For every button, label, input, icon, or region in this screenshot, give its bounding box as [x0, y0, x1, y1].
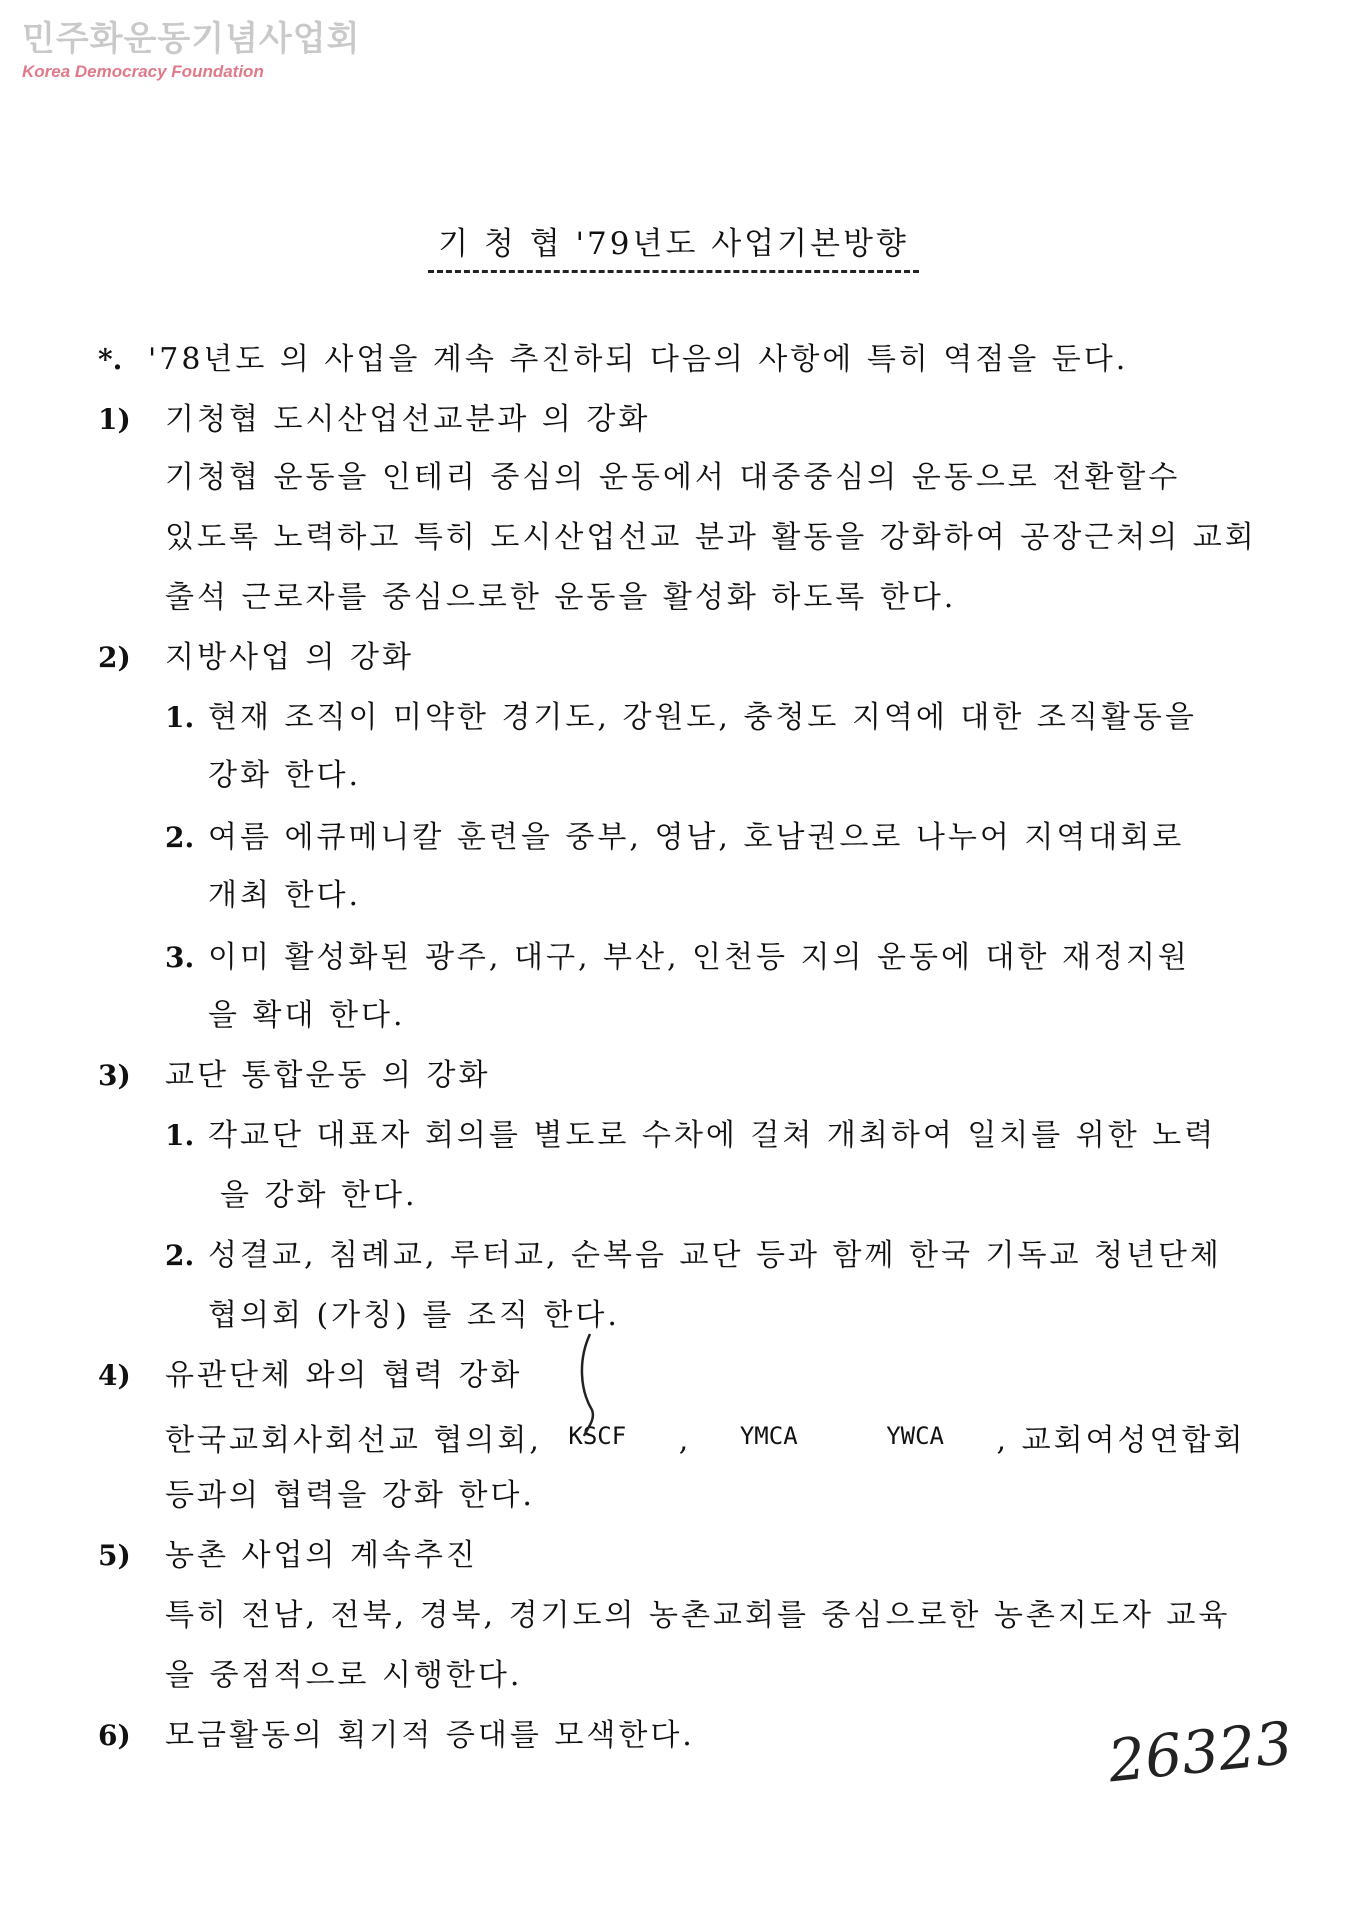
- section-4-body-line: 등과의 협력을 강화 한다.: [165, 1478, 535, 1513]
- section-3-heading: 교단 통합운동 의 강화: [165, 1058, 491, 1093]
- section-1-body-line: 있도록 노력하고 특히 도시산업선교 분과 활동을 강화하여 공장근처의 교회: [165, 520, 1257, 555]
- section-2-item-line: 개최 한다.: [208, 878, 361, 913]
- section-3-item-line: 성결교, 침례교, 루터교, 순복음 교단 등과 함께 한국 기독교 청년단체: [208, 1238, 1222, 1273]
- pen-stroke-mark: [572, 1330, 602, 1440]
- section-2-item-line: 을 확대 한다.: [208, 998, 406, 1033]
- section-5-heading: 농촌 사업의 계속추진: [165, 1538, 478, 1573]
- section-2-item-number: 1.: [165, 701, 195, 734]
- section-2-item-number: 2.: [165, 821, 195, 854]
- section-2-item-number: 3.: [165, 941, 195, 974]
- section-6-number: 6): [98, 1719, 131, 1752]
- section-5-number: 5): [98, 1539, 131, 1572]
- section-1-body-line: 출석 근로자를 중심으로한 운동을 활성화 하도록 한다.: [165, 580, 957, 615]
- org-kscf: KSCF: [568, 1422, 627, 1450]
- intro-text: '78년도 의 사업을 계속 추진하되 다음의 사항에 특히 역점을 둔다.: [148, 342, 1129, 377]
- section-2-item-line: 강화 한다.: [208, 758, 361, 793]
- section-1-heading: 기청협 도시산업선교분과 의 강화: [165, 402, 651, 437]
- section-2-number: 2): [98, 641, 131, 674]
- section-4-heading: 유관단체 와의 협력 강화: [165, 1358, 523, 1393]
- section-5-body-line: 특히 전남, 전북, 경북, 경기도의 농촌교회를 중심으로한 농촌지도자 교육: [165, 1598, 1231, 1633]
- section-3-item-line: 을 강화 한다.: [220, 1178, 418, 1213]
- section-4-body-prefix: 한국교회사회선교 협의회,: [165, 1423, 542, 1458]
- section-2-item-line: 현재 조직이 미약한 경기도, 강원도, 충청도 지역에 대한 조직활동을: [208, 700, 1197, 735]
- section-3-item-line: 협의회 (가칭) 를 조직 한다.: [208, 1298, 620, 1333]
- section-3-item-number: 1.: [165, 1119, 195, 1152]
- section-4-body-line: 한국교회사회선교 협의회, KSCF , YMCA YWCA , 교회여성연합회: [165, 1416, 1245, 1461]
- intro-marker: *.: [98, 343, 123, 376]
- section-2-item-line: 이미 활성화된 광주, 대구, 부산, 인천등 지의 운동에 대한 재정지원: [208, 940, 1190, 975]
- document-title: [0, 218, 1347, 263]
- handwritten-document-number: 26323: [1104, 1708, 1296, 1796]
- watermark-logo: [22, 20, 360, 82]
- section-2-heading: 지방사업 의 강화: [165, 640, 414, 675]
- section-3-item-line: 각교단 대표자 회의를 별도로 수차에 걸쳐 개최하여 일치를 위한 노력: [208, 1118, 1217, 1153]
- org-ywca: YWCA: [886, 1422, 944, 1450]
- section-4-body-suffix: , 교회여성연합회: [996, 1423, 1246, 1458]
- section-6-heading: 모금활동의 획기적 증대를 모색한다.: [165, 1718, 695, 1753]
- section-5-body-line: 을 중점적으로 시행한다.: [165, 1658, 523, 1693]
- document-title-text: 기 청 협 '79년도 사업기본방향: [428, 226, 919, 273]
- org-ymca: YMCA: [739, 1422, 798, 1450]
- section-4-number: 4): [98, 1359, 131, 1392]
- watermark-korean: 민주화운동기념사업회: [22, 19, 361, 59]
- section-3-number: 3): [98, 1059, 131, 1092]
- section-1-body-line: 기청협 운동을 인테리 중심의 운동에서 대중중심의 운동으로 전환할수: [165, 460, 1181, 495]
- section-2-item-line: 여름 에큐메니칼 훈련을 중부, 영남, 호남권으로 나누어 지역대회로: [208, 820, 1185, 855]
- watermark-english: Korea Democracy Foundation: [22, 62, 264, 81]
- section-3-item-number: 2.: [165, 1239, 195, 1272]
- section-1-number: 1): [98, 403, 131, 436]
